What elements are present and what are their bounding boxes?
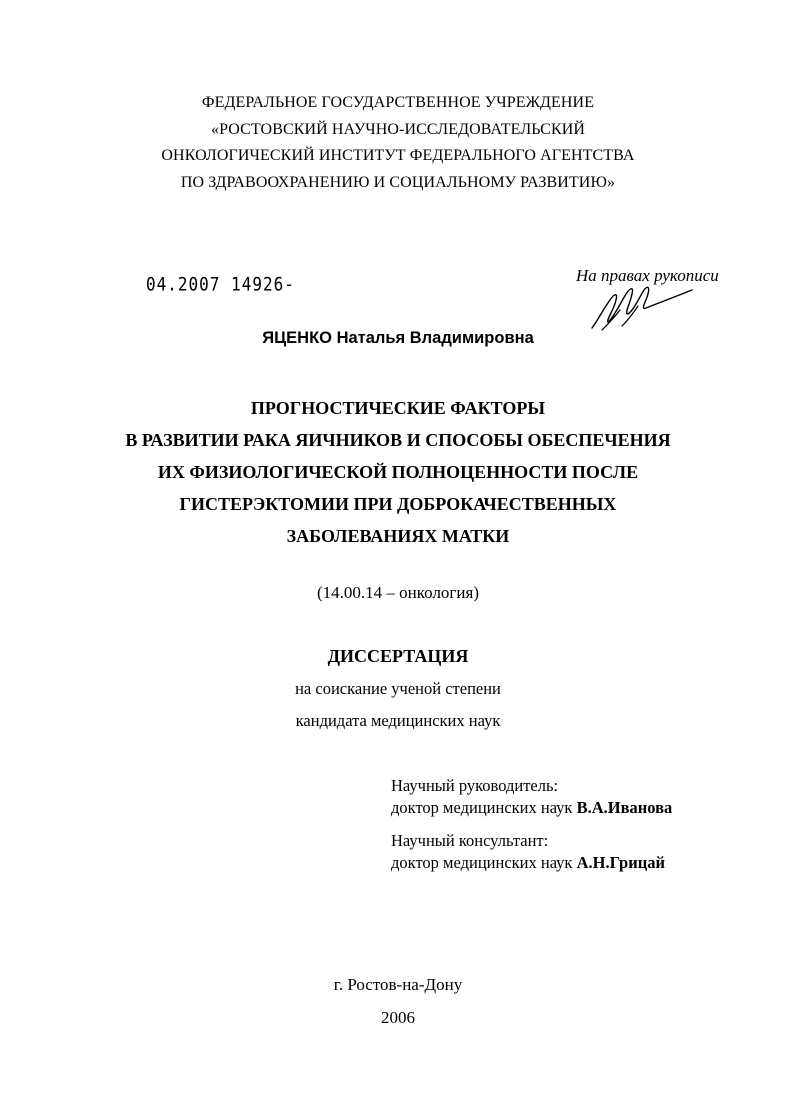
city: г. Ростов-на-Дону [333,975,463,994]
organization-header [0,90,796,196]
title-line: ПРОГНОСТИЧЕСКИЕ ФАКТОРЫ [250,398,546,418]
supervisor-name: В.А.Иванова [576,798,673,817]
manuscript-rights-note: На правах рукописи [576,266,719,285]
title-line: ИХ ФИЗИОЛОГИЧЕСКОЙ ПОЛНОЦЕННОСТИ ПОСЛЕ [157,462,639,482]
title-line: В РАЗВИТИИ РАКА ЯИЧНИКОВ И СПОСОБЫ ОБЕСПЕЧЕНИЯ [125,430,671,450]
degree-name-line: кандидата медицинских наук [295,711,501,730]
year: 2006 [381,1008,415,1027]
consultant-label: Научный консультант: [391,831,549,850]
organization-line: ФЕДЕРАЛЬНОЕ ГОСУДАРСТВЕННОЕ УЧРЕЖДЕНИЕ [201,94,595,111]
consultant-name: А.Н.Грицай [576,853,665,872]
handwritten-signature [584,280,694,332]
organization-line: ОНКОЛОГИЧЕСКИЙ ИНСТИТУТ ФЕДЕРАЛЬНОГО АГЕНТСТВА [161,147,635,164]
document-type-heading: ДИССЕРТАЦИЯ [327,646,469,666]
title-line: ГИСТЕРЭКТОМИИ ПРИ ДОБРОКАЧЕСТВЕННЫХ [179,494,617,514]
specialty-code: (14.00.14 – онкология) [317,583,479,602]
consultant-degree: доктор медицинских наук [391,853,573,872]
dissertation-title [0,392,796,552]
degree-purpose-line: на соискание ученой степени [295,679,501,698]
organization-line: ПО ЗДРАВООХРАНЕНИЮ И СОЦИАЛЬНОМУ РАЗВИТИЮ» [180,173,616,191]
consultant-line [391,852,672,874]
title-line: ЗАБОЛЕВАНИЯХ МАТКИ [286,526,510,546]
supervisor-label: Научный руководитель: [391,776,559,795]
registration-stamp-number: 04.2007 14926- [146,273,295,295]
organization-line: «РОСТОВСКИЙ НАУЧНО-ИССЛЕДОВАТЕЛЬСКИЙ [210,120,586,138]
advisors-block [391,775,672,874]
supervisor-degree: доктор медицинских наук [391,798,573,817]
supervisor-line [391,797,672,819]
author-name: ЯЦЕНКО Наталья Владимировна [262,329,534,347]
